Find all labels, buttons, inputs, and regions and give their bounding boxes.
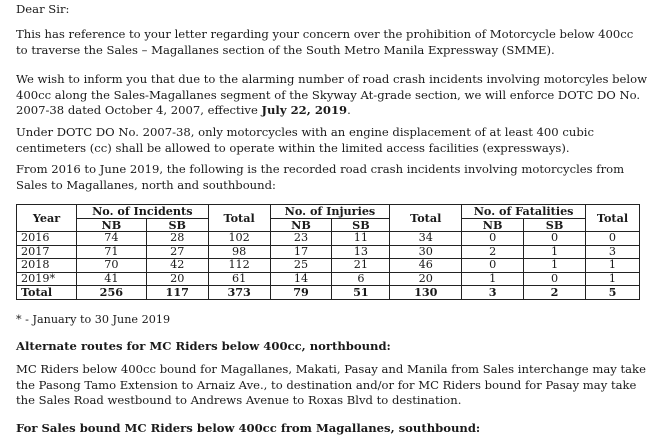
- cell-fatalities-nb: 1: [462, 272, 524, 286]
- cell-injuries-sb: 11: [332, 232, 390, 246]
- cell-injuries-total: 34: [390, 232, 462, 246]
- cell-fatalities-total: 3: [585, 245, 639, 259]
- cell-injuries-total: 130: [390, 286, 462, 300]
- cell-injuries-nb: 25: [270, 259, 332, 273]
- cell-incidents-total: 373: [208, 286, 270, 300]
- heading-northbound: Alternate routes for MC Riders below 400cc, northbound:: [16, 339, 391, 353]
- header-year: Year: [17, 205, 77, 232]
- cell-year: Total: [17, 286, 77, 300]
- table-footnote: * - January to 30 June 2019: [16, 313, 171, 326]
- paragraph-northbound-routes: MC Riders below 400cc bound for Magallanes, Makati, Pasay and Manila from Sales interchange may take the Pasong Tamo Extension to Arnaiz Ave., to destination and/or for MC Riders bound for Pasay may take the Sales Road westbound to Andrews Avenue to Roxas Blvd to destination.: [16, 362, 646, 407]
- cell-fatalities-sb: 2: [524, 286, 586, 300]
- header-injuries-nb: NB: [270, 218, 332, 232]
- cell-incidents-sb: 28: [146, 232, 208, 246]
- header-injuries: No. of Injuries: [270, 205, 390, 219]
- cell-injuries-sb: 21: [332, 259, 390, 273]
- table-row: [17, 259, 640, 273]
- paragraph-inform-end: .: [347, 103, 351, 117]
- table-row: [17, 272, 640, 286]
- cell-fatalities-sb: 1: [524, 245, 586, 259]
- cell-injuries-nb: 14: [270, 272, 332, 286]
- cell-fatalities-total: 5: [585, 286, 639, 300]
- effective-date: July 22, 2019: [261, 103, 348, 117]
- cell-incidents-total: 112: [208, 259, 270, 273]
- cell-injuries-sb: 51: [332, 286, 390, 300]
- table-total-row: [17, 286, 640, 300]
- cell-injuries-sb: 13: [332, 245, 390, 259]
- cell-injuries-nb: 79: [270, 286, 332, 300]
- cell-incidents-nb: 70: [76, 259, 146, 273]
- table-subheader-row: [17, 218, 640, 232]
- cell-fatalities-sb: 0: [524, 232, 586, 246]
- cell-incidents-sb: 20: [146, 272, 208, 286]
- header-injuries-sb: SB: [332, 218, 390, 232]
- cell-incidents-sb: 42: [146, 259, 208, 273]
- cell-fatalities-nb: 2: [462, 245, 524, 259]
- cell-fatalities-sb: 1: [524, 259, 586, 273]
- salutation: Dear Sir:: [16, 2, 70, 16]
- table-row: [17, 232, 640, 246]
- paragraph-inform-text: We wish to inform you that due to the alarming number of road crash incidents involving motorcyles below 400cc along the Sales-Magallanes segment of the Skyway At-grade section, we will enforce DOTC DO No. 2007-38 dated October 4, 2007, effective: [16, 72, 648, 117]
- cell-injuries-total: 20: [390, 272, 462, 286]
- header-fatalities-nb: NB: [462, 218, 524, 232]
- cell-fatalities-nb: 0: [462, 232, 524, 246]
- cell-incidents-total: 102: [208, 232, 270, 246]
- header-incidents-nb: NB: [76, 218, 146, 232]
- paragraph-records: From 2016 to June 2019, the following is the recorded road crash incidents involving motorcycles from Sales to Magallanes, north and southbound:: [16, 162, 625, 192]
- cell-incidents-nb: 41: [76, 272, 146, 286]
- cell-incidents-total: 61: [208, 272, 270, 286]
- header-incidents: No. of Incidents: [76, 205, 208, 219]
- cell-fatalities-sb: 0: [524, 272, 586, 286]
- cell-injuries-nb: 17: [270, 245, 332, 259]
- heading-southbound: For Sales bound MC Riders below 400cc from Magallanes, southbound:: [16, 421, 481, 435]
- paragraph-reference: This has reference to your letter regarding your concern over the prohibition of Motorcycle below 400cc to traverse the Sales – Magallanes section of the South Metro Manila Expressway (SMME).: [16, 27, 634, 57]
- header-incidents-total: Total: [208, 205, 270, 232]
- cell-injuries-total: 46: [390, 259, 462, 273]
- cell-fatalities-nb: 0: [462, 259, 524, 273]
- header-fatalities: No. of Fatalities: [462, 205, 586, 219]
- table-header-row: [17, 205, 640, 219]
- cell-fatalities-nb: 3: [462, 286, 524, 300]
- cell-incidents-sb: 117: [146, 286, 208, 300]
- cell-injuries-nb: 23: [270, 232, 332, 246]
- cell-year: 2017: [17, 245, 77, 259]
- cell-year: 2016: [17, 232, 77, 246]
- cell-fatalities-total: 1: [585, 272, 639, 286]
- header-fatalities-total: Total: [585, 205, 639, 232]
- cell-year: 2019*: [17, 272, 77, 286]
- cell-injuries-total: 30: [390, 245, 462, 259]
- cell-fatalities-total: 0: [585, 232, 639, 246]
- cell-incidents-nb: 71: [76, 245, 146, 259]
- cell-incidents-total: 98: [208, 245, 270, 259]
- cell-injuries-sb: 6: [332, 272, 390, 286]
- cell-incidents-nb: 256: [76, 286, 146, 300]
- cell-year: 2018: [17, 259, 77, 273]
- header-fatalities-sb: SB: [524, 218, 586, 232]
- table-row: [17, 245, 640, 259]
- header-incidents-sb: SB: [146, 218, 208, 232]
- header-injuries-total: Total: [390, 205, 462, 232]
- cell-fatalities-total: 1: [585, 259, 639, 273]
- cell-incidents-nb: 74: [76, 232, 146, 246]
- incidents-table: [16, 204, 640, 300]
- paragraph-order: Under DOTC DO No. 2007-38, only motorcycles with an engine displacement of at least 400 cubic centimeters (cc) shall be allowed to operate within the limited access facilities (expressways).: [16, 125, 594, 155]
- paragraph-inform: [16, 72, 648, 119]
- cell-incidents-sb: 27: [146, 245, 208, 259]
